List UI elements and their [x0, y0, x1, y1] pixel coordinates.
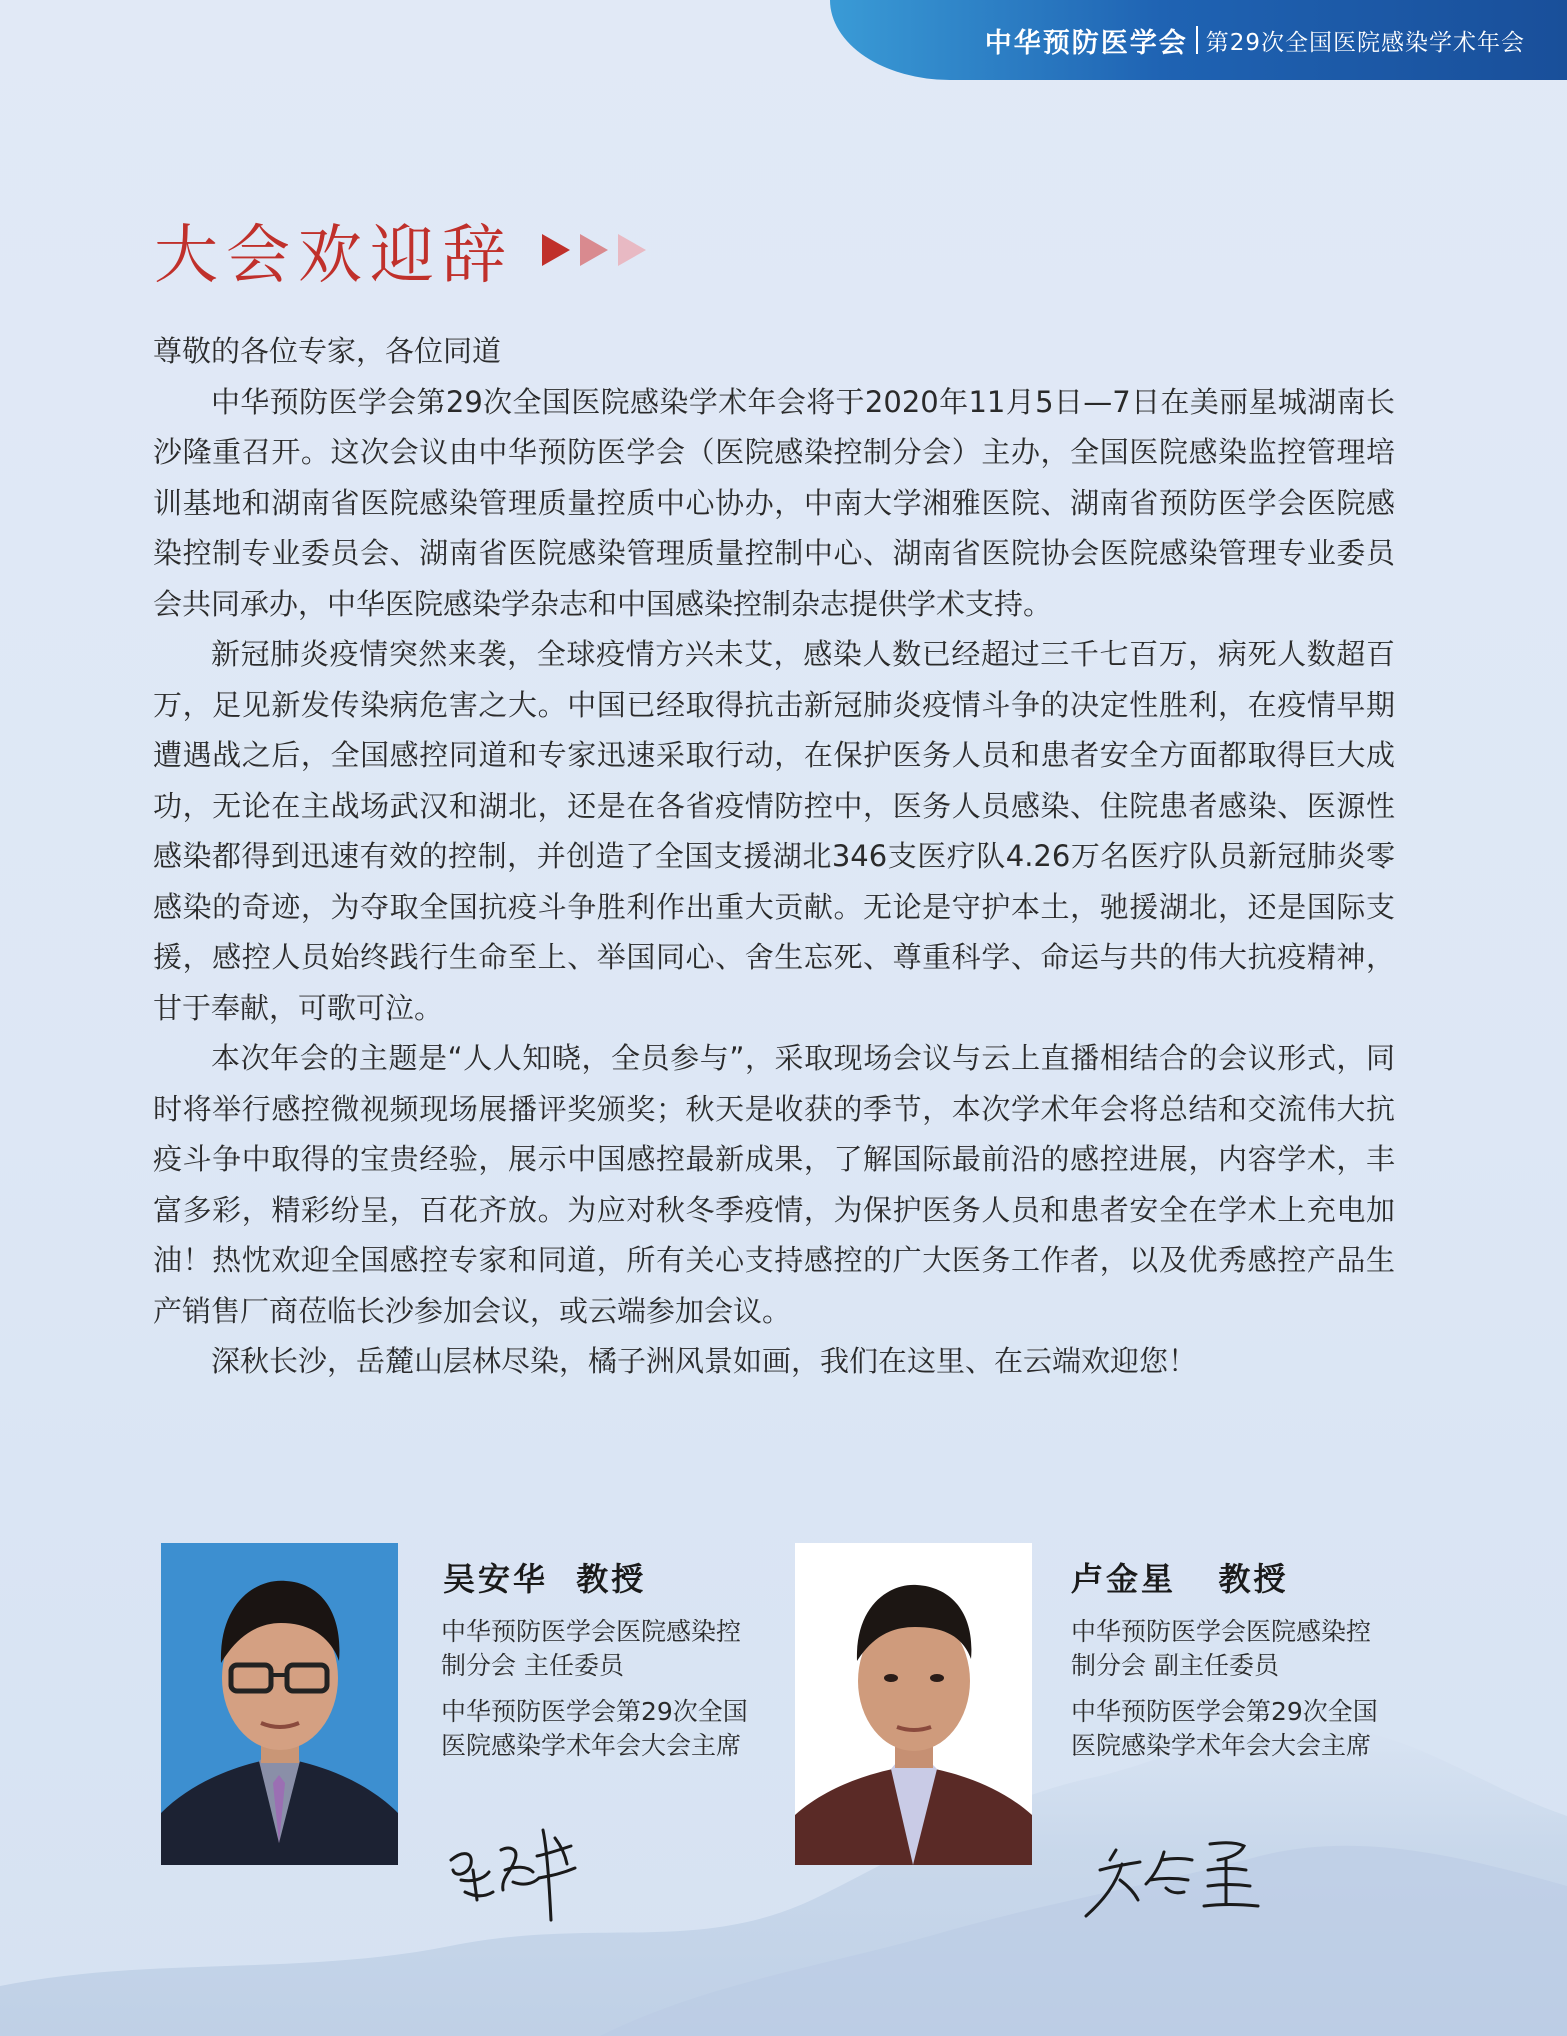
title-row [154, 204, 652, 296]
signature-wu [443, 1820, 583, 1934]
person-position: 中华预防医学会医院感染控制分会 副主任委员 [1071, 1617, 1372, 1680]
salutation: 尊敬的各位专家，各位同道 [153, 334, 502, 368]
page-title: 大会欢迎辞 [154, 219, 514, 293]
person-info-wu [441, 1615, 761, 1775]
paragraph: 深秋长沙，岳麓山层林尽染，橘子洲风景如画，我们在这里、在云端欢迎您！ [211, 1344, 1198, 1378]
header-divider [1196, 26, 1198, 54]
header-bar [830, 0, 1567, 80]
person-name-wu: 吴安华 教授 [443, 1560, 647, 1598]
signature-lu [1080, 1830, 1280, 1934]
person-info-lu [1071, 1615, 1391, 1775]
header-org: 中华预防医学会 [984, 27, 1188, 59]
paragraph: 新冠肺炎疫情突然来袭，全球疫情方兴未艾，感染人数已经超过三千七百万，病死人数超百万，足见新发传染病危害之大。中国已经取得抗击新冠肺炎疫情斗争的决定性胜利，在疫情早期遭遇战之后，全国感控同道和专家迅速采取行动，在保护医务人员和患者安全方面都取得巨大成功，无论在主战场武汉和湖北，还是在各省疫情防控中，医务人员感染、住院患者感染、医源性感染都得到迅速有效的控制，并创造了全国支援湖北346支医疗队4.26万名医疗队员新冠肺炎零感染的奇迹，为夺取全国抗疫斗争胜利作出重大贡献。无论是守护本土，驰援湖北，还是国际支援，感控人员始终践行生命至上、举国同心、舍生忘死、尊重科学、命运与共的伟大抗疫精神，甘于奉献，可歌可泣。 [153, 637, 1395, 1025]
person-position: 中华预防医学会医院感染控制分会 主任委员 [441, 1617, 742, 1680]
person-photo-lu [795, 1543, 1032, 1865]
header-conference: 第29次全国医院感染学术年会 [1205, 29, 1525, 56]
letter-body [153, 326, 1395, 1387]
person-photo-wu [161, 1543, 398, 1865]
person-position: 中华预防医学会第29次全国医院感染学术年会大会主席 [1071, 1697, 1378, 1760]
paragraph: 本次年会的主题是“人人知晓，全员参与”，采取现场会议与云上直播相结合的会议形式，同时将举行感控微视频现场展播评奖颁奖；秋天是收获的季节，本次学术年会将总结和交流伟大抗疫斗争中取得的宝贵经验，展示中国感控最新成果，了解国际最前沿的感控进展，内容学术，丰富多彩，精彩纷呈，百花齐放。为应对秋冬季疫情，为保护医务人员和患者安全在学术上充电加油！热忱欢迎全国感控专家和同道，所有关心支持感控的广大医务工作者，以及优秀感控产品生产销售厂商莅临长沙参加会议，或云端参加会议。 [153, 1041, 1395, 1328]
person-name-lu: 卢金星 教授 [1071, 1560, 1289, 1598]
person-position: 中华预防医学会第29次全国医院感染学术年会大会主席 [441, 1697, 748, 1760]
triple-arrow-icon [542, 230, 652, 270]
paragraph: 中华预防医学会第29次全国医院感染学术年会将于2020年11月5日—7日在美丽星城湖南长沙隆重召开。这次会议由中华预防医学会（医院感染控制分会）主办，全国医院感染监控管理培训基地和湖南省医院感染管理质量控质中心协办，中南大学湘雅医院、湖南省预防医学会医院感染控制专业委员会、湖南省医院感染管理质量控制中心、湖南省医院协会医院感染管理专业委员会共同承办，中华医院感染学杂志和中国感染控制杂志提供学术支持。 [153, 384, 1395, 621]
